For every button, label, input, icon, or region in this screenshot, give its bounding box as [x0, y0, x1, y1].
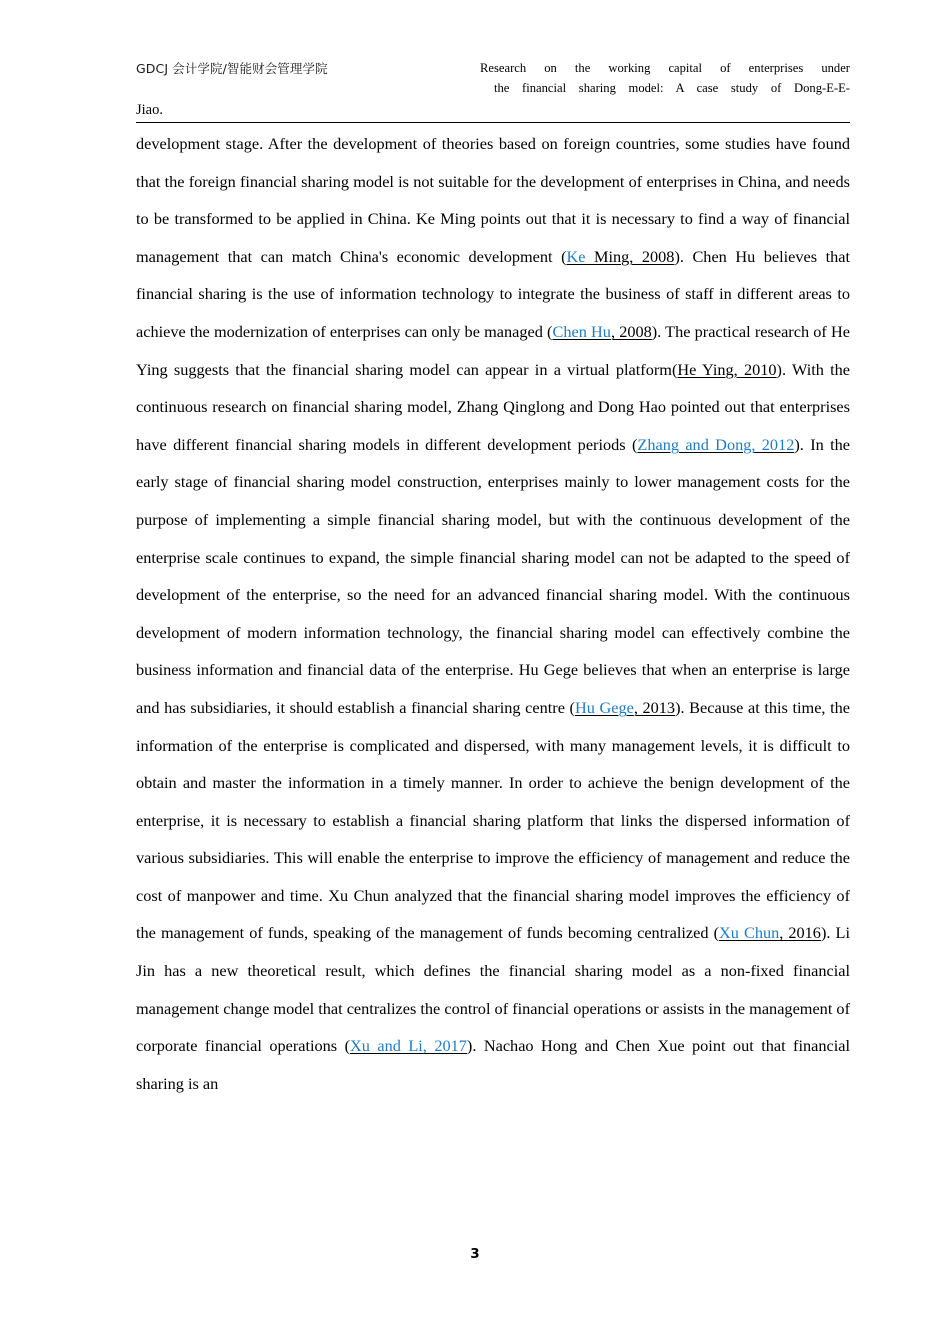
body-text-run: ). With the continuous research on financial sharing model, Zhang Qinglong and Dong Hao pointed out that enterprises have different financial sharing models in different development periods ( [136, 359, 851, 454]
citation-link[interactable] [677, 360, 776, 379]
citation-link[interactable] [552, 322, 651, 341]
citation-year-text[interactable]: , 2013 [633, 697, 676, 717]
citation-link[interactable] [637, 435, 794, 454]
running-header [136, 58, 850, 98]
page-number: 3 [470, 1246, 480, 1262]
header-title [480, 58, 850, 98]
header-title-line-2: the financial sharing model: A case study of Dong-E-E- [494, 81, 850, 95]
body-text-run: ). The practical research of He Ying suggests that the financial sharing model can appear in a virtual platform( [136, 321, 851, 379]
header-affiliation: GDCJ 会计学院/智能财会管理学院 [136, 61, 328, 76]
header-row [136, 58, 850, 98]
citation-link-text[interactable]: Xu and Li, 2017 [350, 1036, 467, 1056]
citation-year-text[interactable]: , 2008 [610, 321, 652, 341]
citation-link-text[interactable]: Zhang and Dong, 2012 [637, 434, 795, 454]
body-text-run: ). In the early stage of financial sharing model construction, enterprises mainly to lower management costs for the purpose of implementing a simple financial sharing model, but with the continuous development of the enterprise scale continues to expand, the simple financial sharing model can not be adapted to the speed of development of the enterprise, so the need for an advanced financial sharing model. With the continuous development of modern information technology, the financial sharing model can effectively combine the business information and financial data of the enterprise. Hu Gege believes that when an enterprise is large and has subsidiaries, it should establish a financial sharing centre ( [136, 434, 850, 717]
body-text-run: ). Li Jin has a new theoretical result, which defines the financial sharing model as a non-fixed financial management change model that centralizes the control of financial operations or assists in the management of corporate financial operations ( [136, 923, 850, 1056]
citation-year-text[interactable]: He Ying, 2010 [677, 359, 777, 379]
body-paragraph [136, 125, 850, 1102]
citation-link-text[interactable]: Ke [566, 246, 594, 266]
citation-link-text[interactable]: Hu Gege [574, 697, 634, 717]
citation-link-text[interactable]: Xu Chun [719, 923, 780, 943]
citation-link-text[interactable]: Chen Hu [552, 321, 611, 341]
citation-link[interactable] [719, 923, 821, 942]
citation-link[interactable] [350, 1036, 467, 1055]
header-title-line-1: Research on the working capital of enterprises under [480, 61, 850, 75]
body-text-run: ). Chen Hu believes that financial sharing is the use of information technology to integrate the business of staff in different areas to achieve the modernization of enterprises can only be managed ( [136, 246, 850, 341]
header-title-tail: Jiao. [136, 102, 163, 118]
body-text-run: ). Because at this time, the information of the enterprise is complicated and dispersed, with many management levels, it is difficult to obtain and master the information in a timely manner. In order to achieve the benign development of the enterprise, it is necessary to establish a financial sharing platform that links the dispersed information of various subsidiaries. This will enable the enterprise to improve the efficiency of management and reduce the cost of manpower and time. Xu Chun analyzed that the financial sharing model improves the efficiency of the management of funds, speaking of the management of funds becoming centralized ( [136, 697, 850, 943]
body-text-block [136, 125, 850, 1102]
header-divider-rule [136, 122, 850, 123]
body-text-run: ). Nachao Hong and Chen Xue point out that financial sharing is an [136, 1036, 851, 1093]
citation-year-text[interactable]: Ming, 2008 [594, 246, 675, 266]
citation-link[interactable] [567, 247, 675, 266]
body-text-run: development stage. After the development of theories based on foreign countries, some studies have found that the foreign financial sharing model is not suitable for the development of enterprises in China, and needs to be transformed to be applied in China. Ke Ming points out that it is necessary to find a way of financial management that can match China's economic development ( [136, 134, 850, 266]
citation-year-text[interactable]: , 2016 [779, 923, 821, 943]
citation-link[interactable] [575, 698, 675, 717]
